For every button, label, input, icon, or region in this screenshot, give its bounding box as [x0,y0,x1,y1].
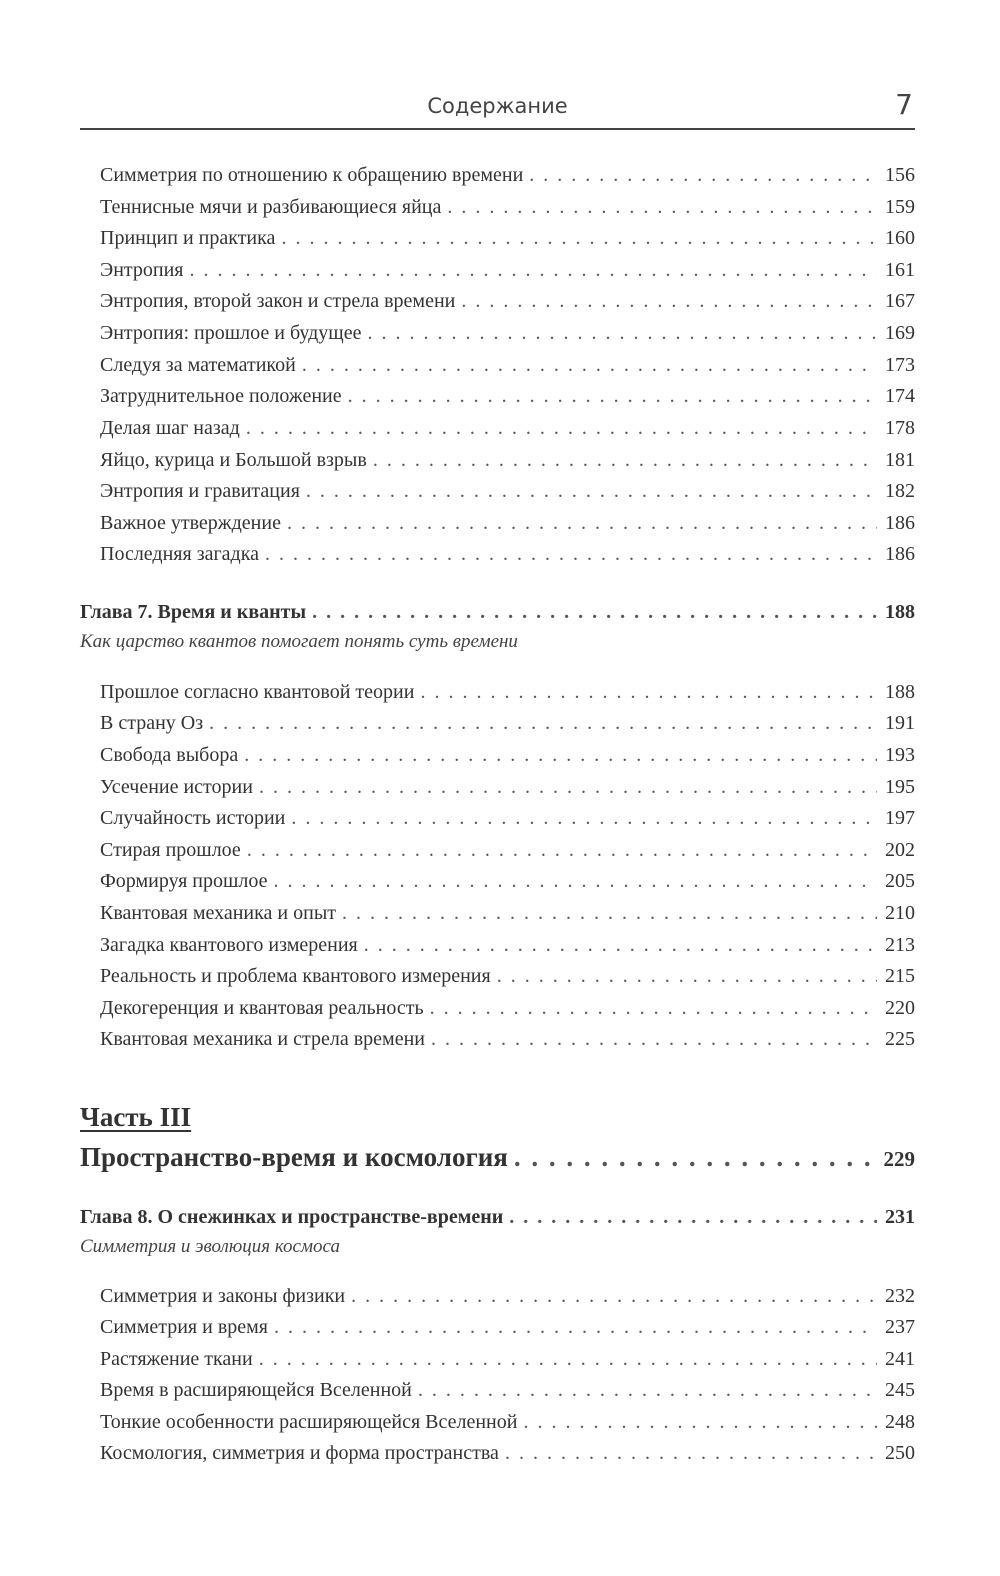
toc-entry-title: Важное утверждение [100,512,281,534]
toc-entry-page: 188 [885,681,915,703]
header-title: Содержание [427,94,568,118]
leader-dots [346,385,877,408]
toc-entry-title: Последняя загадка [100,543,260,565]
toc-entry-page: 193 [885,744,915,766]
toc-entry-title: Энтропия [100,259,184,281]
chapter-page: 188 [885,601,915,623]
toc-entry-page: 210 [885,902,915,924]
leader-dots [512,1142,876,1173]
leader-dots [362,934,877,957]
running-header [80,88,915,130]
toc-entry-page: 202 [885,839,915,861]
leader-dots [257,1348,877,1371]
toc-entry-page: 241 [885,1348,915,1370]
part-label: Часть III [80,1102,192,1132]
leader-dots [300,354,877,377]
toc-entry-title: Симметрия по отношению к обращению времени [100,164,524,186]
toc-entry-title: Усечение истории [100,776,253,798]
toc-entry [100,776,915,804]
leader-dots [459,290,877,313]
toc-entry-title: Реальность и проблема квантового измерения [100,965,491,987]
toc-entry [100,1379,915,1407]
toc-entry-page: 237 [885,1316,915,1338]
toc-entry-title: Тонкие особенности расширяющейся Вселенной [100,1411,518,1433]
toc-entry-title: Прошлое согласно квантовой теории [100,681,415,703]
toc-entry-title: Свобода выбора [100,744,239,766]
toc-entry-title: Загадка квантового измерения [100,934,358,956]
leader-dots [244,417,877,440]
leader-dots [340,902,877,925]
leader-dots [521,1411,877,1434]
leader-dots [285,512,877,535]
leader-dots [445,196,877,219]
toc-entry [100,512,915,540]
toc-entry-title: Космология, симметрия и форма пространства [100,1442,499,1464]
leader-dots [527,164,877,187]
toc-entry-title: Время в расширяющейся Вселенной [100,1379,412,1401]
toc-entry-title: Принцип и практика [100,227,276,249]
leader-dots [371,449,877,472]
toc-entry-page: 197 [885,807,915,829]
toc-entry [100,227,915,255]
toc-entry-page: 161 [885,259,915,281]
toc-entry-page: 174 [885,385,915,407]
toc-entry-page: 186 [885,543,915,565]
toc-entry-title: Декогеренция и квантовая реальность [100,997,424,1019]
toc-entry [100,480,915,508]
toc-entry-title: Квантовая механика и стрела времени [100,1028,425,1050]
chapter-subtitle: Симметрия и эволюция космоса [80,1236,340,1257]
toc-entry-page: 220 [885,997,915,1019]
leader-dots [310,601,877,624]
leader-dots [207,712,877,735]
toc-entry [100,354,915,382]
leader-dots [349,1285,877,1308]
toc-entry-title: Случайность истории [100,807,286,829]
leader-dots [279,227,877,250]
toc-entry-title: Квантовая механика и опыт [100,902,336,924]
leader-dots [188,259,878,282]
toc-entry-page: 195 [885,776,915,798]
toc-entry [100,385,915,413]
toc-entry [100,1411,915,1439]
toc-entry [100,322,915,350]
header-page-number: 7 [895,88,913,121]
toc-entry-page: 245 [885,1379,915,1401]
toc-entry-page: 178 [885,417,915,439]
toc-entry-page: 160 [885,227,915,249]
leader-dots [242,744,877,767]
chapter-heading [80,601,915,629]
toc-entry [100,1348,915,1376]
leader-dots [418,681,877,704]
toc-entry [100,839,915,867]
toc-entry-title: Следуя за математикой [100,354,296,376]
toc-entry [100,449,915,477]
leader-dots [272,1316,877,1339]
leader-dots [365,322,877,345]
toc-entry [100,290,915,318]
toc-entry [100,1285,915,1313]
leader-dots [272,870,878,893]
leader-dots [263,543,877,566]
toc-entry-page: 173 [885,354,915,376]
toc-entry-page: 159 [885,196,915,218]
toc-entry-page: 205 [885,870,915,892]
leader-dots [495,965,877,988]
toc-entry-title: Симметрия и законы физики [100,1285,346,1307]
toc-entry [100,164,915,192]
toc-entry-page: 167 [885,290,915,312]
leader-dots [257,776,877,799]
leader-dots [289,807,877,830]
toc-entry-page: 169 [885,322,915,344]
part-heading [80,1142,915,1178]
toc-entry-title: Стирая прошлое [100,839,241,861]
toc-entry-page: 213 [885,934,915,956]
toc-entry-page: 250 [885,1442,915,1464]
toc-entry [100,196,915,224]
toc-entry-title: Симметрия и время [100,1316,268,1338]
leader-dots [429,1028,877,1051]
toc-entry-title: Энтропия, второй закон и стрела времени [100,290,456,312]
toc-entry [100,870,915,898]
toc-entry-title: Теннисные мячи и разбивающиеся яйца [100,196,442,218]
chapter-page: 231 [885,1206,915,1228]
toc-entry [100,965,915,993]
toc-entry-title: Яйцо, курица и Большой взрыв [100,449,367,471]
chapter-title: Глава 8. О снежинках и пространстве-времени [80,1206,504,1228]
toc-entry [100,1316,915,1344]
chapter-heading [80,1206,915,1234]
toc-entry-title: Затруднительное положение [100,385,342,407]
toc-entry-page: 248 [885,1411,915,1433]
toc-entry-title: Энтропия: прошлое и будущее [100,322,362,344]
toc-entry-title: Делая шаг назад [100,417,240,439]
toc-entry [100,807,915,835]
leader-dots [507,1206,877,1229]
toc-entry-page: 225 [885,1028,915,1050]
toc-entry-title: В страну Оз [100,712,204,734]
toc-entry-title: Растяжение ткани [100,1348,253,1370]
leader-dots [304,480,877,503]
toc-entry [100,259,915,287]
toc-entry-page: 186 [885,512,915,534]
toc-entry-page: 181 [885,449,915,471]
toc-entry-page: 191 [885,712,915,734]
toc-entry [100,681,915,709]
toc-entry [100,1028,915,1056]
leader-dots [503,1442,877,1465]
toc-entry [100,712,915,740]
toc-entry-page: 182 [885,480,915,502]
part-page: 229 [883,1147,915,1171]
toc-entry-page: 232 [885,1285,915,1307]
toc-entry [100,934,915,962]
toc-entry [100,417,915,445]
toc-entry [100,902,915,930]
toc-entry [100,997,915,1025]
leader-dots [245,839,877,862]
toc-entry-title: Энтропия и гравитация [100,480,300,502]
chapter-subtitle: Как царство квантов помогает понять суть времени [80,631,518,652]
toc-entry [100,744,915,772]
chapter-title: Глава 7. Время и кванты [80,601,307,623]
leader-dots [428,997,877,1020]
toc-entry [100,543,915,571]
toc-entry-page: 215 [885,965,915,987]
leader-dots [416,1379,877,1402]
toc-entry-page: 156 [885,164,915,186]
toc-entry-title: Формируя прошлое [100,870,268,892]
part-title: Пространство-время и космология [80,1142,508,1172]
toc-entry [100,1442,915,1470]
